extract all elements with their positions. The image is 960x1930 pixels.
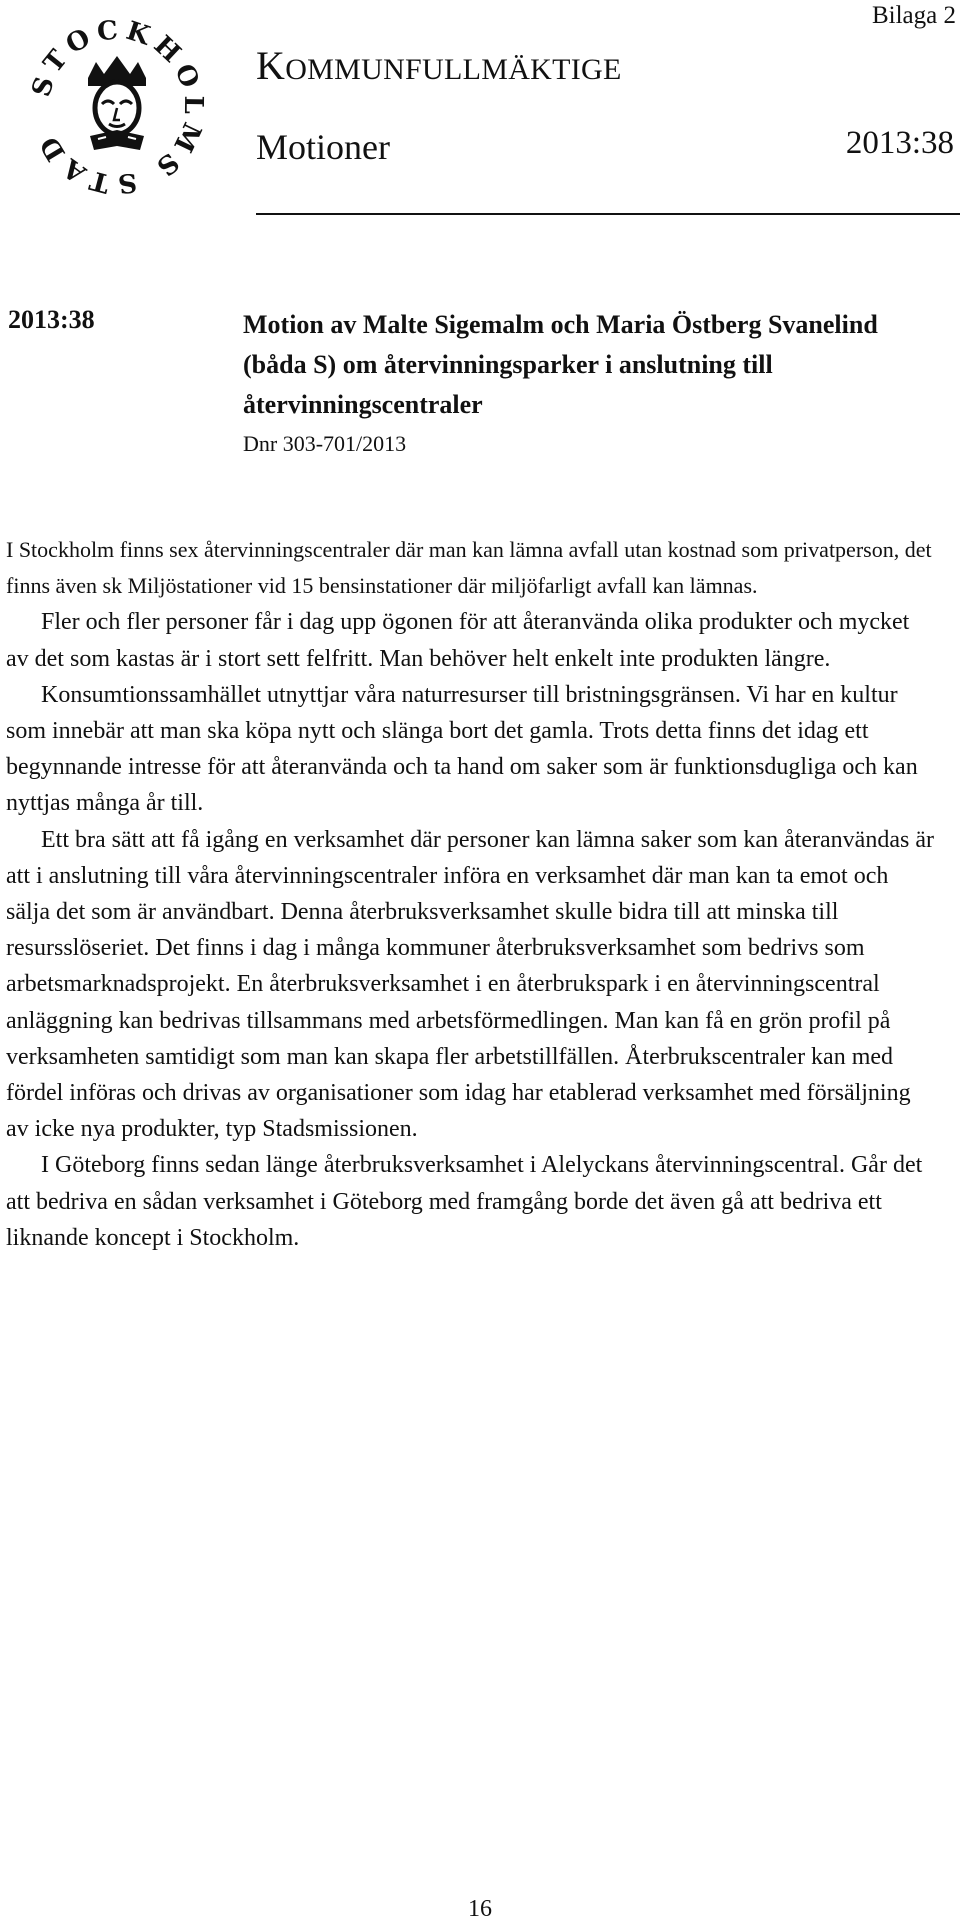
section-title: Motioner: [256, 127, 390, 167]
seal-icon: [28, 18, 206, 196]
paragraph: I Göteborg finns sedan länge återbruksverksamhet i Alelyckans återvinningscentral. Går det att bedriva en sådan verksamhet i Göteborg med framgång borde det även gå att bedriva ett liknande koncept i Stockholm.: [6, 1152, 923, 1251]
stockholm-stad-logo: [28, 18, 206, 196]
motion-dnr: Dnr 303-701/2013: [243, 431, 407, 456]
motion-body: [6, 532, 936, 1256]
header-divider: [256, 213, 960, 215]
paragraph: Ett bra sätt att få igång en verksamhet där personer kan lämna saker som kan återanvändas är att i anslutning till våra återvinningscentraler införa en verksamhet där man kan ta emot och sälja det som är användbart. Denna återbruksverksamhet skulle bidra till att minska till resursslöseriet. Det finns i dag i många kommuner återbruksverksamhet som bedrivs som arbetsmarknadsprojekt. En återbruksverksamhet i en återbrukspark i en återvinningscentral anläggning kan bedrivas tillsammans med arbetsförmedlingen. Man kan få en grön profil på verksamheten samtidigt som man kan skapa fler arbetstillfällen. Återbrukscentraler kan med fördel införas och drivas av organisationer som idag har etablerad verksamhet med försäljning av icke nya produkter, typ Stadsmissionen.: [6, 826, 934, 1143]
organization-heading: [256, 42, 622, 89]
paragraph: I Stockholm finns sex återvinningscentraler där man kan lämna avfall utan kostnad som privatperson, det finns även sk Miljöstationer vid 15 bensinstationer där miljöfarligt avfall kan lämnas.: [6, 537, 932, 599]
motion-title: Motion av Malte Sigemalm och Maria Östberg Svanelind (båda S) om återvinningsparker i anslutning till återvinningscentraler: [243, 310, 878, 419]
bilaga-label: Bilaga 2: [871, 2, 956, 29]
page-number: 16: [468, 1896, 492, 1922]
org-initial: K: [256, 43, 286, 88]
motion-number: 2013:38: [8, 305, 95, 334]
paragraph: Fler och fler personer får i dag upp ögonen för att återanvända olika produkter och mycket av det som kastas är i stort sett felfritt. Man behöver helt enkelt inte produkten längre.: [6, 609, 910, 672]
seal-text: STOCKHOLMS STAD: [28, 18, 206, 196]
org-rest: OMMUNFULLMÄKTIGE: [285, 53, 622, 86]
reference-number: 2013:38: [845, 125, 954, 161]
motion-heading: [243, 305, 933, 463]
paragraph: Konsumtionssamhället utnyttjar våra naturresurser till bristningsgränsen. Vi har en kultur som innebär att man ska köpa nytt och slänga bort det gamla. Trots detta finns det idag ett begynnande intresse för att återanvända och ta hand om saker som är funktionsdugliga och kan nyttjas många år till.: [6, 681, 918, 817]
